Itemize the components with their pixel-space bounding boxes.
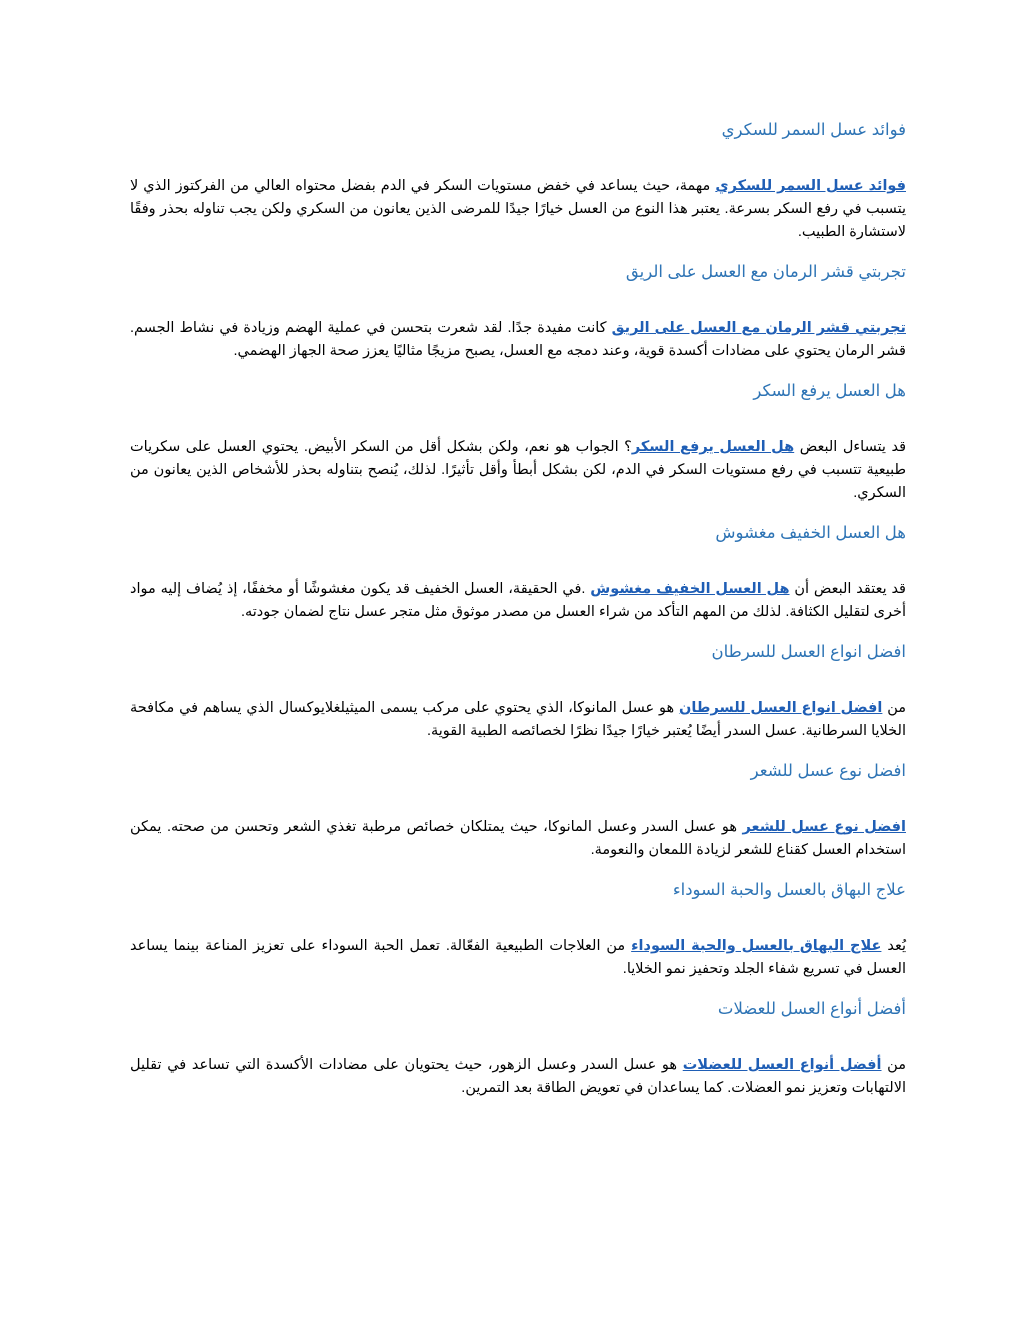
keyword-link[interactable]: هل العسل يرفع السكر [631, 439, 795, 455]
section-paragraph [130, 578, 906, 624]
paragraph-lead-text: يُعد [881, 938, 906, 954]
paragraph-text: هو عسل السدر وعسل المانوكا، حيث يمتلكان خصائص مرطبة تغذي الشعر وتحسن من صحته. يمكن استخدام العسل كقناع للشعر لزيادة اللمعان والنعومة. [130, 819, 906, 858]
keyword-link[interactable]: علاج البهاق بالعسل والحبة السوداء [631, 938, 882, 954]
section-vitiligo [130, 878, 906, 981]
section-sugar [130, 379, 906, 505]
section-diabetes [130, 118, 906, 244]
paragraph-text: مهمة، حيث يساعد في خفض مستويات السكر في الدم بفضل محتواه العالي من الفركتوز الذي لا يتسبب في رفع السكر بسرعة. يعتبر هذا النوع من العسل خيارًا جيدًا للمرضى الذين يعانون من السكري ولكن يجب تناوله بحذر وفقًا لاستشارة الطبيب. [130, 178, 906, 240]
keyword-link[interactable]: افضل نوع عسل للشعر [742, 819, 906, 835]
section-heading: افضل انواع العسل للسرطان [711, 643, 906, 661]
section-paragraph [130, 697, 906, 743]
section-hair [130, 759, 906, 862]
keyword-link[interactable]: تجربتي قشر الرمان مع العسل على الريق [611, 320, 906, 336]
paragraph-lead-text: قد يتساءل البعض [794, 439, 907, 455]
section-heading: افضل نوع عسل للشعر [750, 762, 906, 780]
section-heading: فوائد عسل السمر للسكري [721, 121, 906, 139]
keyword-link[interactable]: افضل انواع العسل للسرطان [678, 700, 883, 716]
section-paragraph [130, 317, 906, 363]
section-paragraph [130, 1054, 906, 1100]
section-light-honey [130, 521, 906, 624]
keyword-link[interactable]: أفضل أنواع العسل للعضلات [682, 1057, 882, 1073]
paragraph-lead-text: من [882, 700, 907, 716]
section-paragraph [130, 436, 906, 505]
section-heading: علاج البهاق بالعسل والحبة السوداء [672, 881, 906, 899]
section-paragraph [130, 816, 906, 862]
section-heading: هل العسل يرفع السكر [753, 382, 906, 400]
paragraph-text: ؟ الجواب هو نعم، ولكن بشكل أقل من السكر الأبيض. يحتوي العسل على سكريات طبيعية تتسبب في رفع مستويات السكر في الدم، لكن بشكل أبطأ وأقل تأثيرًا. لذلك، يُنصح بتناوله بحذر للأشخاص الذين يعانون من السكري. [130, 439, 906, 501]
section-heading: هل العسل الخفيف مغشوش [715, 524, 906, 542]
paragraph-text: هو عسل السدر وعسل الزهور، حيث يحتويان على مضادات الأكسدة التي تساعد في تقليل الالتهابات وتعزيز نمو العضلات. كما يساعدان في تعويض الطاقة بعد التمرين. [130, 1057, 906, 1096]
section-cancer [130, 640, 906, 743]
paragraph-text: من العلاجات الطبيعية الفعّالة. تعمل الحبة السوداء على تعزيز المناعة بينما يساعد العسل في تسريع شفاء الجلد وتحفيز نمو الخلايا. [130, 938, 906, 977]
section-muscles [130, 997, 906, 1100]
paragraph-lead-text: من [881, 1057, 906, 1073]
section-heading: أفضل أنواع العسل للعضلات [717, 1000, 906, 1018]
keyword-link[interactable]: هل العسل الخفيف مغشوش [590, 581, 790, 597]
paragraph-text: هو عسل المانوكا، الذي يحتوي على مركب يسمى الميثيلغلايوكسال الذي يساهم في مكافحة الخلايا السرطانية. عسل السدر أيضًا يُعتبر خيارًا جيدًا نظرًا لخصائصه الطبية القوية. [130, 700, 906, 739]
keyword-link[interactable]: فوائد عسل السمر للسكري [715, 178, 906, 194]
section-paragraph [130, 935, 906, 981]
section-paragraph [130, 175, 906, 244]
paragraph-text: كانت مفيدة جدًا. لقد شعرت بتحسن في عملية الهضم وزيادة في نشاط الجسم. قشر الرمان يحتوي على مضادات أكسدة قوية، وعند دمجه مع العسل، يصبح مزيجًا مثاليًا يعزز صحة الجهاز الهضمي. [130, 320, 906, 359]
section-pomegranate [130, 260, 906, 363]
paragraph-text: .في الحقيقة، العسل الخفيف قد يكون مغشوشًا أو مخففًا، إذ يُضاف إليه مواد أخرى لتقليل الكثافة. لذلك من المهم التأكد من شراء العسل من مصدر موثوق مثل متجر عسل نتاج لضمان جودته. [130, 581, 906, 620]
section-heading: تجربتي قشر الرمان مع العسل على الريق [625, 263, 906, 281]
paragraph-lead-text: قد يعتقد البعض أن [789, 581, 906, 597]
